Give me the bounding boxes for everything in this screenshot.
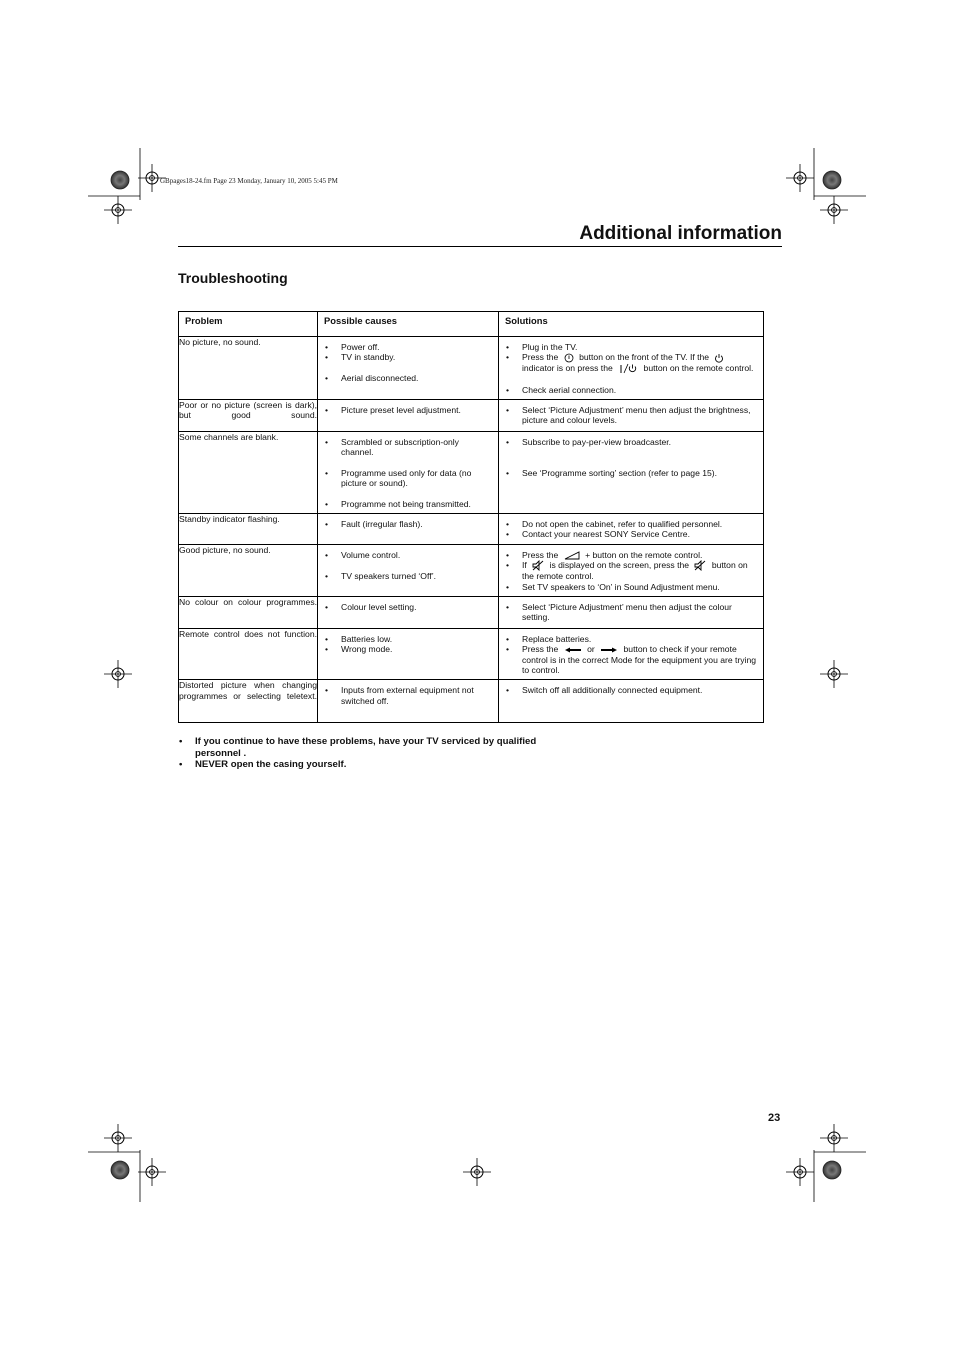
causes-cell xyxy=(318,337,499,400)
solution-item: • See ‘Programme sorting’ section (refer to page 15). xyxy=(506,467,718,478)
solutions-cell xyxy=(499,337,764,400)
solutions-cell xyxy=(499,513,764,544)
solutions-cell xyxy=(499,399,764,431)
solution-item: • Select ‘Picture Adjustment’ menu then adjust the colour setting. xyxy=(506,602,732,623)
print-slug: GBpages18-24.fm Page 23 Monday, January 10, 2005 5:45 PM xyxy=(160,177,338,185)
mode-left-arrow-icon xyxy=(564,647,582,653)
header-problem: Problem xyxy=(179,312,318,337)
note-item: • If you continue to have these problems, have your TV serviced by qualified personnel . xyxy=(179,736,537,759)
cause-item: • Picture preset level adjustment. xyxy=(325,404,461,415)
mute-icon xyxy=(532,560,544,571)
solution-item: • Plug in the TV. xyxy=(506,342,578,352)
standby-indicator-icon xyxy=(714,353,724,363)
troubleshooting-table xyxy=(178,311,764,723)
page-title: Additional information xyxy=(579,223,782,244)
solutions-cell xyxy=(499,597,764,629)
solution-item: • Press the or button to check if your remote control is in the correct Mode for the equipment you are trying to control. xyxy=(506,644,757,675)
solutions-cell xyxy=(499,680,764,723)
table-row xyxy=(179,597,764,629)
problem-cell: Standby indicator flashing. xyxy=(179,513,318,544)
cause-item: • Aerial disconnected. xyxy=(325,372,419,383)
cause-item: • Inputs from external equipment not switched off. xyxy=(325,685,474,706)
cause-item: • TV in standby. xyxy=(325,352,396,363)
solutions-cell xyxy=(499,544,764,596)
causes-cell xyxy=(318,629,499,680)
mute-button-icon xyxy=(694,560,706,571)
causes-cell xyxy=(318,597,499,629)
causes-cell xyxy=(318,399,499,431)
table-row xyxy=(179,431,764,513)
cause-item: • Wrong mode. xyxy=(325,644,393,655)
table-row xyxy=(179,680,764,723)
cause-item: • Programme not being transmitted. xyxy=(325,498,471,509)
cause-item: • TV speakers turned ‘Off’. xyxy=(325,570,437,581)
cause-item: • Fault (irregular flash). xyxy=(325,518,423,529)
solutions-cell xyxy=(499,431,764,513)
solution-item: • Press the + button on the remote control. xyxy=(506,549,703,560)
problem-cell: Distorted picture when changing programmes or selecting teletext. xyxy=(179,680,318,723)
table-row xyxy=(179,544,764,596)
solution-item: • If is displayed on the screen, press the button on the remote control. xyxy=(506,560,748,582)
on-standby-button-icon xyxy=(618,363,638,374)
power-button-icon xyxy=(564,353,574,363)
table-row xyxy=(179,513,764,544)
solution-item: • Check aerial connection. xyxy=(506,384,617,395)
solution-item: • Press the button on the front of the TV. If the indicator is on press the button on the remote control. xyxy=(506,352,754,374)
problem-cell: Remote control does not function. xyxy=(179,629,318,680)
solution-item: • Do not open the cabinet, refer to qualified personnel. xyxy=(506,518,723,529)
cause-item: • Batteries low. xyxy=(325,634,393,645)
cause-item: • Colour level setting. xyxy=(325,602,417,613)
note-item: • NEVER open the casing yourself. xyxy=(179,759,347,771)
table-row xyxy=(179,337,764,400)
solution-item: • Replace batteries. xyxy=(506,634,592,645)
solution-item: • Set TV speakers to ‘On’ in Sound Adjustment menu. xyxy=(506,581,720,592)
mode-right-arrow-icon xyxy=(600,647,618,653)
causes-cell xyxy=(318,544,499,596)
causes-cell xyxy=(318,680,499,723)
solution-item: • Select ‘Picture Adjustment’ menu then adjust the brightness, picture and colour levels. xyxy=(506,404,751,426)
cause-item: • Programme used only for data (no picture or sound). xyxy=(325,467,472,489)
solution-item: • Contact your nearest SONY Service Centre. xyxy=(506,529,690,540)
page-heading-bar xyxy=(178,222,782,247)
problem-cell: Poor or no picture (screen is dark), but good sound. xyxy=(179,399,318,431)
causes-cell xyxy=(318,431,499,513)
section-title: Troubleshooting xyxy=(178,270,288,286)
header-possible-causes: Possible causes xyxy=(318,312,499,337)
problem-cell: No colour on colour programmes. xyxy=(179,597,318,629)
problem-cell: Some channels are blank. xyxy=(179,431,318,513)
solutions-cell xyxy=(499,629,764,680)
table-row xyxy=(179,399,764,431)
cause-item: • Scrambled or subscription-only channel. xyxy=(325,436,459,458)
table-row xyxy=(179,629,764,680)
cause-item: • Power off. xyxy=(325,342,380,352)
header-solutions: Solutions xyxy=(499,312,764,337)
problem-cell: Good picture, no sound. xyxy=(179,544,318,596)
table-header-row xyxy=(179,312,764,337)
solution-item: • Subscribe to pay-per-view broadcaster. xyxy=(506,436,672,447)
causes-cell xyxy=(318,513,499,544)
page-number: 23 xyxy=(768,1112,781,1124)
volume-icon xyxy=(564,551,580,560)
warning-notes xyxy=(178,736,578,771)
problem-cell: No picture, no sound. xyxy=(179,337,318,400)
solution-item: • Switch off all additionally connected equipment. xyxy=(506,685,703,696)
cause-item: • Volume control. xyxy=(325,549,401,560)
